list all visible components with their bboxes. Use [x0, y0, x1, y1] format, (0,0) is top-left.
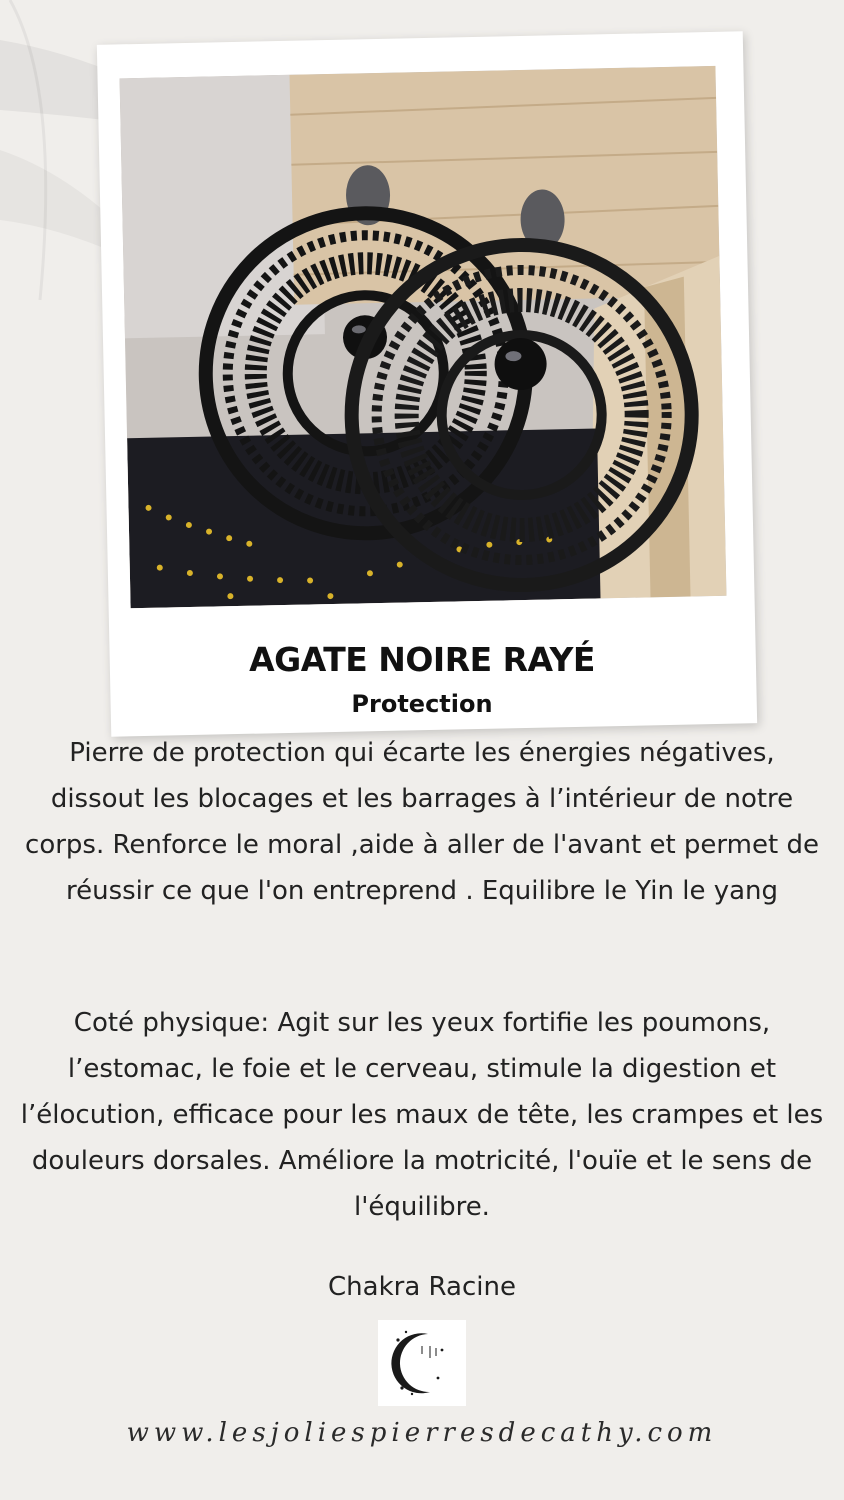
earrings-illustration: [120, 66, 727, 608]
earrings-photo: [120, 66, 727, 608]
physical-benefits: Coté physique: Agit sur les yeux fortifie les poumons, l’estomac, le foie et le cerveau, stimule la digestion et l’élocution, efficace pour les maux de tête, les crampes et les douleurs dorsales. Améliore la motricité, l'ouïe et le sens de l'équilibre.: [20, 1008, 824, 1222]
polaroid-card: [97, 31, 757, 736]
stone-subtitle: Protection: [351, 690, 493, 718]
crescent-moon-logo-icon: [378, 1320, 466, 1406]
website-url[interactable]: www.lesjoliespierresdecathy.com: [126, 1418, 718, 1448]
stone-title: AGATE NOIRE RAYÉ: [249, 640, 595, 679]
stone-description: Pierre de protection qui écarte les énergies négatives, dissout les blocages et les barrages à l’intérieur de notre corps. Renforce le moral ,aide à aller de l'avant et permet de réussir ce que l'on entreprend . Equilibre le Yin le yang: [25, 738, 819, 906]
chakra-label: Chakra Racine: [328, 1272, 516, 1302]
